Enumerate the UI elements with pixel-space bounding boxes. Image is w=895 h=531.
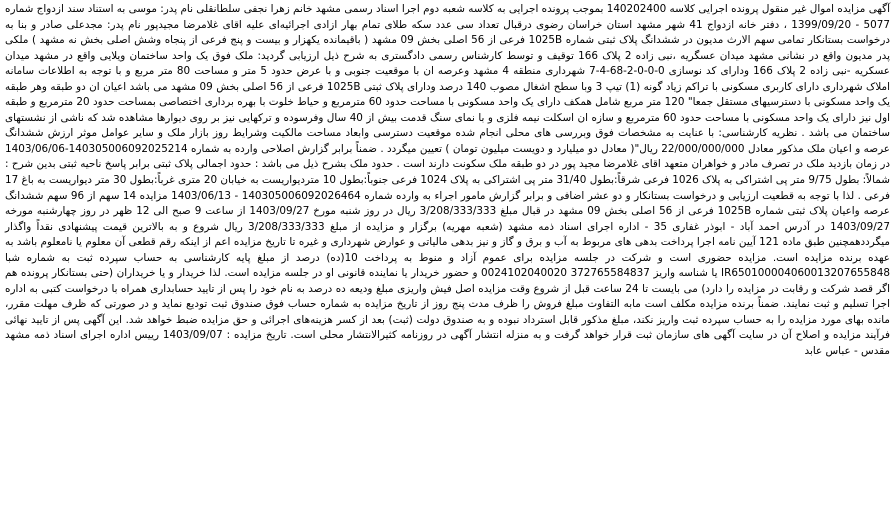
notice-body-text: آگهی مزایده اموال غیر منقول پرونده اجرایی کلاسه 140202400 بموجب پرونده اجرایی به کلاسه شعبه دوم اجرا اسناد رسمی مشهد خانم زهرا نجفی سلطانقلی نام پدر: موسی به استناد سند ازدواج شماره 5077 - 1399/09/20 ، دفتر خانه ازدواج 41 شهر مشهد استان خراسان رضوی درقبال تعداد سی عدد سکه طلای تمام بهار ازادی اجرائیه‌ای علیه اقای غلامرضا مجیدپور نام پدر: مجدعلی صادر و بنا به درخواست بستانکار تمامی سهم الارث مدیون در ششدانگ پلاک ثبتی شماره 1025B فرعی از 56 اصلی بخش 09 مشهد ( باقیمانده یکهزار و بیست و پنج فرعی از پنجاه وشش اصلی بخش نه مشهد ) ملکی پدر مدیون واقع در نشانی مشهد میدان عسگریه ،نبی زاده 2 پلاک 166 توقیف و توسط کارشناس رسمی دادگستری به شرح ذیل ارزیابی گردید: ملک فوق یک واحد ساختمان ویلایی واقع در مشهد میدان عسکریه -نبی زاده 2 پلاک 166 ودارای کد نوسازی 0-0-0-2-68-4-7 شهرداری منطقه 4 مشهد وعرصه ان با موقعیت جنوبی و با عرض حدود 5 متر و مساحت 80 متر مربع و با توجه به اطلاعات سامانه املاک شهرداری دارای کاربری مسکونی با تراکم زیاد گونه (1) تیپ 3 وبا سطح اشغال مصوب 140 درصد ودارای پلاک ثبتی 1025B فرعی از 56 اصلی بخش 09 مشهد می باشد اعیان ان دو طبقه وهر طبقه یک واحد مسکونی با دسترسیهای مستقل جمعا" 120 متر مربع شامل همکف دارای یک واحد مسکونی با مساحت حدود 60 مترمربع و حیاط خلوت با بهره برداری اختصاصی بمساحت حدود 20 مترمربع و طبقه اول نیز دارای یک واحد مسکونی با مساحت حدود 60 مترمربع و سازه ان اسکلت نیمه فلزی و با نمای سنگ قدمت بیش از 40 سال وفرسوده و ترکهایی نیز بر روی دیوارها مشاهده شد که ناشی از نشستهای ساختمان می باشد . نظریه کارشناسی: با عنایت به مشخصات فوق وبررسی های محلی انجام شده موقعیت دسترسی وابعاد مساحت مالکیت وشرایط روز بازار ملک و سایر عوامل موثر ارزش ششدانگ عرصه و اعیان ملک مذکور معادل 22/000/000/000 ریال"( معادل دو میلیارد و دویست میلیون تومان ) تعیین میگردد . ضمناً برابر گزارش اصلاحی وارده به شماره 140305006092025214-1403/06/06 در زمان بازدید ملک در تصرف مادر و خواهران متعهد اقای غلامرضا مجید پور در دو طبقه ملک سکونت دارند است . حدود ملک بشرح ذیل می باشد : حدود اجمالی پلاک ثبتی برابر پاسخ ناحیه ثبتی بدین شرح : شمالاً: بطول 9/75 متر پی اشتراکی به پلاک 1026 فرعی شرقاً:بطول 31/40 متر پی اشتراکی به پلاک 1024 فرعی جنوباً:بطول 10 متردیواریست به خیابان 20 متری غرباً:بطول 30 متر دیواریست به باغ 17 فرعی . لذا با توجه به قطعیت ارزیابی و درخواست بستانکار و دو عشر اضافی و برابر گزارش مامور اجراء به وارده شماره 140305006092026464 - 1403/06/13 مزایده 14 سهم از 96 سهم ششدانگ عرصه واعیان پلاک ثبتی شماره 1025B فرعی از 56 اصلی بخش 09 مشهد در قبال مبلغ 3/208/333/333 ریال در روز شنبه مورخ 1403/09/27 از ساعت 9 صبح الی 12 ظهر در روز چهارشنبه مورخه 1403/09/27 در آدرس احمد آباد - ابوذر غفاری 35 - اداره اجرای اسناد ذمه مشهد (شعبه مهریه) برگزار و مزایده از مبلغ 3/208/333/333 ریال شروع و به بالاترین قیمت پیشنهادی نقداً واگذار میگرددهمچنین طبق ماده 121 آیین نامه اجرا پرداخت بدهی های مربوط به آب و برق و گاز و نیز بدهی مالیاتی و عوارض شهرداری و غیره تا تاریخ مزایده اعم از اینکه رقم قطعی آن معلوم یا نامعلوم باشد به عهده برنده مزایده است. مزایده حضوری است و شرکت در جلسه مزایده برای عموم آزاد و منوط به پرداخت 10(ده) درصد از مبلغ پایه کارشناسی به حساب سپرده ثبت به شماره شبا IR650100004060013207655848 یا شناسه واریز 372765584837 0024102040020 و حضور خریدار یا نماینده قانونی او در جلسه مزایده است. لذا خریدار و یا خریداران (حتی بستانکار پرونده هم اگر قصد شرکت و رقابت در مزایده را دارد) می بایست تا 24 ساعت قبل از شروع وقت مزایده اصل فیش واریزی مبلغ ودیعه ده درصد به نام خود را پس از تایید حسابداری همراه با درخواست کتبی به اداره اجرا تسلیم و ثبت نمایند. ضمناً برنده مزایده مکلف است مابه التفاوت مبلغ فروش را ظرف مدت پنج روز از تاریخ مزایده به شماره حساب فوق صندوق ثبت تودیع نماید و در صورتی که ظرف مهلت مقرر، مانده بهای مورد مزایده را به حساب سپرده ثبت واریز نکند، مبلغ مذکور قابل استرداد نبوده و به صندوق دولت (ثبت) بعد از کسر هزینه‌های اجرائی و حق مزایده ضبط خواهد شد. این آگهی پس از تایید نهائی فرآیند مزایده و اصلاح آن در سایت آگهی های سازمان ثبت قرار خواهد گرفت و به منزله انتشار آگهی در روزنامه کثیرالانتشار محلی است. تاریخ مزایده : 1403/09/07 رییس اداره اجرای اسناد ذمه مشهد مقدس - عباس عابد [5,3,890,358]
